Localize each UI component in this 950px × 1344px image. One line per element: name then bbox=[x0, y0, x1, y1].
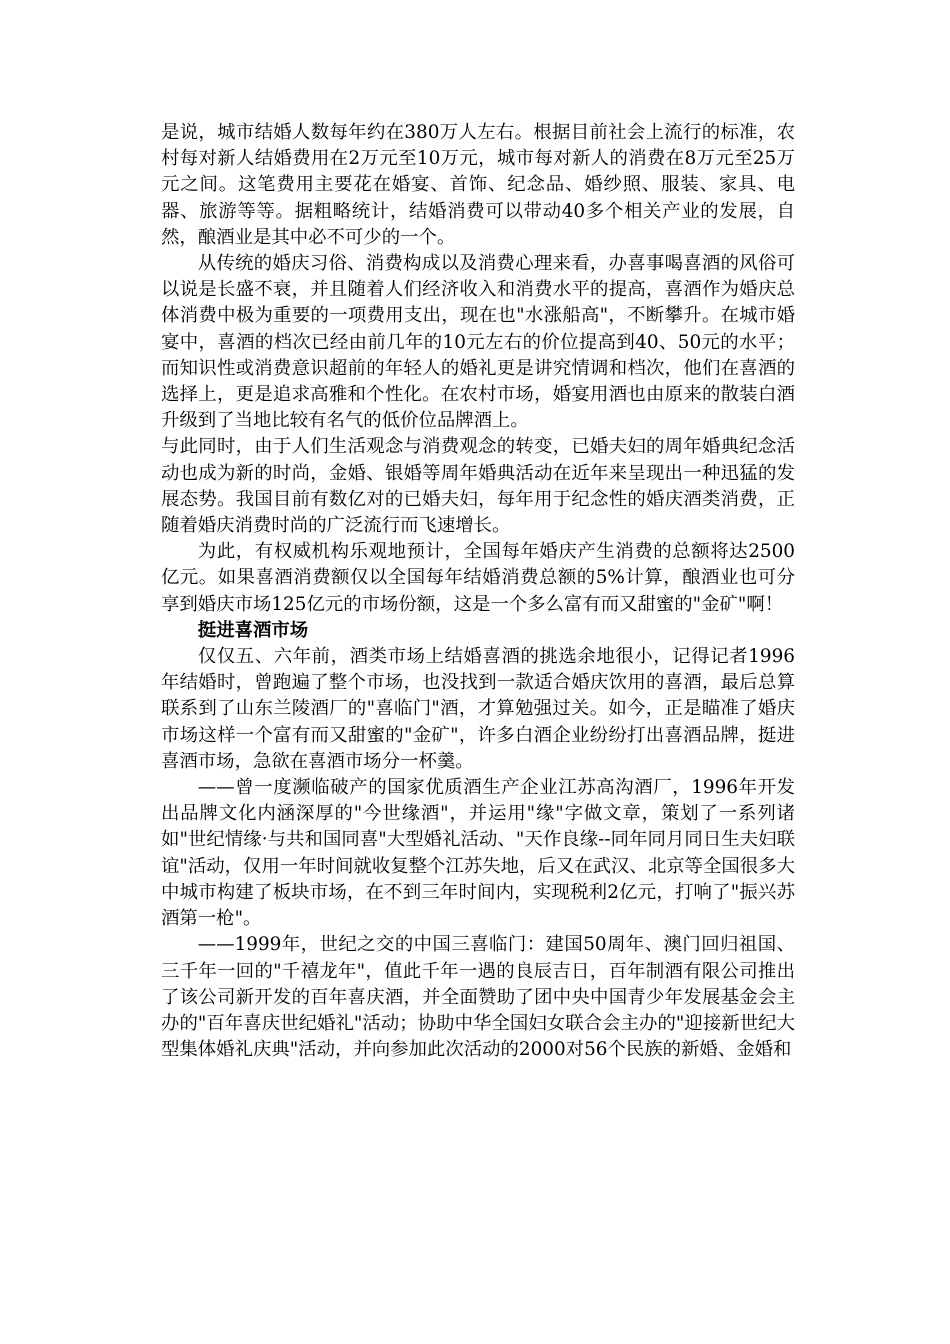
paragraph-jiangsu-gaogou-case: ——曾一度濒临破产的国家优质酒生产企业江苏高沟酒厂，1996年开发出品牌文化内涵深厚的"今世缘酒"，并运用"缘"字做文章，策划了一系列诸如"世纪情缘·与共和国同喜"大型婚礼活动、"天作良缘--同年同月同日生夫妇联谊"活动，仅用一年时间就收复整个江苏失地，后又在武汉、北京等全国很多大中城市构建了板块市场，在不到三年时间内，实现税利2亿元，打响了"振兴苏酒第一枪"。 bbox=[161, 777, 795, 930]
paragraph-anniversary-trend: 与此同时，由于人们生活观念与消费观念的转变，已婚夫妇的周年婚典纪念活动也成为新的时尚，金婚、银婚等周年婚典活动在近年来呈现出一种迅猛的发展态势。我国目前有数亿对的已婚夫妇，每年用于纪念性的婚庆酒类消费，正随着婚庆消费时尚的广泛流行而飞速增长。 bbox=[161, 436, 795, 537]
paragraph-wedding-customs: 从传统的婚庆习俗、消费构成以及消费心理来看，办喜事喝喜酒的风俗可以说是长盛不衰，并且随着人们经济收入和消费水平的提高，喜酒作为婚庆总体消费中极为重要的一项费用支出，现在也"水涨船高"，不断攀升。在城市婚宴中，喜酒的档次已经由前几年的10元左右的价位提高到40、50元的水平；而知识性或消费意识超前的年轻人的婚礼更是讲究情调和档次，他们在喜酒的选择上，更是追求高雅和个性化。在农村市场，婚宴用酒也由原来的散装白酒升级到了当地比较有名气的低价位品牌酒上。 bbox=[161, 253, 795, 432]
paragraph-bainian-case: ——1999年，世纪之交的中国三喜临门：建国50周年、澳门回归祖国、三千年一回的"千禧龙年"，值此千年一遇的良辰吉日，百年制酒有限公司推出了该公司新开发的百年喜庆酒，并全面赞助了团中央中国青少年发展基金会主办的"百年喜庆世纪婚礼"活动；协助中华全国妇女联合会主办的"迎接新世纪大型集体婚礼庆典"活动，并向参加此次活动的2000对56个民族的新婚、金婚和 bbox=[161, 934, 795, 1061]
section-heading: 挺进喜酒市场 bbox=[197, 619, 309, 641]
paragraph-market-entry: 仅仅五、六年前，酒类市场上结婚喜酒的挑选余地很小，记得记者1996年结婚时，曾跑遍了整个市场，也没找到一款适合婚庆饮用的喜酒，最后总算联系到了山东兰陵酒厂的"喜临门"酒，才算勉强过关。如今，正是瞄准了婚庆市场这样一个富有而又甜蜜的"金矿"，许多白酒企业纷纷打出喜酒品牌，挺进喜酒市场，急欲在喜酒市场分一杯羹。 bbox=[161, 646, 795, 772]
document-page bbox=[161, 120, 795, 1063]
paragraph-wedding-statistics: 是说，城市结婚人数每年约在380万人左右。根据目前社会上流行的标准，农村每对新人结婚费用在2万元至10万元，城市每对新人的消费在8万元至25万元之间。这笔费用主要花在婚宴、首饰、纪念品、婚纱照、服装、家具、电器、旅游等等。据粗略统计，结婚消费可以带动40多个相关产业的发展，自然，酿酒业是其中必不可少的一个。 bbox=[161, 122, 795, 248]
paragraph-market-forecast: 为此，有权威机构乐观地预计，全国每年婚庆产生消费的总额将达2500亿元。如果喜酒消费额仅以全国每年结婚消费总额的5%计算，酿酒业也可分享到婚庆市场125亿元的市场份额，这是一个多么富有而又甜蜜的"金矿"啊！ bbox=[161, 541, 795, 615]
